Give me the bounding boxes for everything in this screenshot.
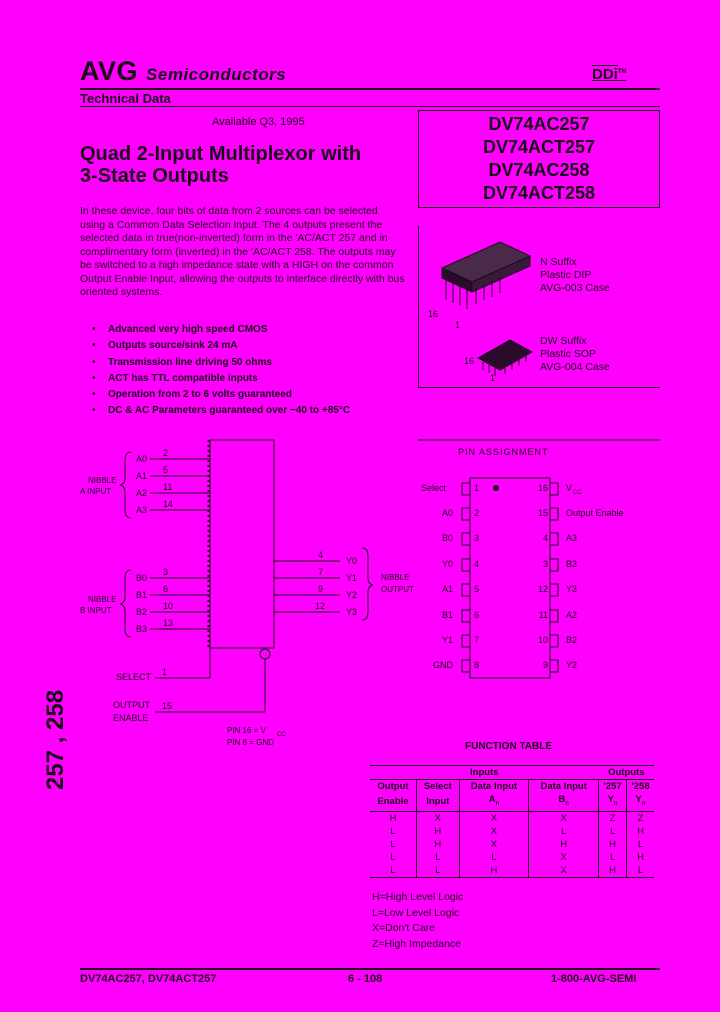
dip-pin-label: 1 xyxy=(455,320,461,330)
part-number: DV74ACT257 xyxy=(482,137,596,157)
footer-phone: 1-800-AVG-SEMI xyxy=(551,973,637,985)
pin-number: 14 xyxy=(163,499,174,509)
table-row: L H X L L H xyxy=(370,825,654,838)
a-input-lines xyxy=(150,459,210,510)
pin-number: 3 xyxy=(542,559,548,569)
input-name: B1 xyxy=(136,590,148,600)
outputs-group-header: Outputs xyxy=(599,766,654,780)
pin-number: 9 xyxy=(318,584,324,594)
input-name: A2 xyxy=(136,488,148,498)
pin-number: 11 xyxy=(163,482,173,492)
input-name: B2 xyxy=(136,607,148,617)
nibble-b-label: B INPUT xyxy=(80,606,112,615)
output-name: Y1 xyxy=(346,573,358,583)
pin-number: 11 xyxy=(538,610,548,620)
pin-right-name: B2 xyxy=(566,635,578,645)
legend-item: H=High Level Logic xyxy=(372,891,464,903)
output-name: Y3 xyxy=(346,607,358,617)
pin-right-name: V xyxy=(566,483,573,493)
pin-assignment-title: PIN ASSIGNMENT xyxy=(458,447,549,457)
part-number: DV74AC258 xyxy=(488,160,590,180)
pin-number: 9 xyxy=(542,660,548,670)
table-row: L L H X H L xyxy=(370,864,654,878)
pin-number: 16 xyxy=(537,483,548,493)
availability-note: Available Q3, 1995 xyxy=(212,116,305,128)
pin-right-name: B3 xyxy=(566,559,578,569)
output-lines xyxy=(274,561,340,612)
pin-number: 2 xyxy=(163,448,169,458)
part-number: DV74AC257 xyxy=(488,114,590,134)
feature-item: • ACT has TTL compatible inputs xyxy=(92,371,350,387)
input-name: A0 xyxy=(136,454,148,464)
pin-left-name: Y0 xyxy=(442,559,454,569)
table-row: L L L X L H xyxy=(370,851,654,864)
table-row: L H X H H L xyxy=(370,838,654,851)
pin-right-name: Y2 xyxy=(566,660,578,670)
power-note-sub: CC xyxy=(277,732,286,738)
input-name: B0 xyxy=(136,573,148,583)
pin-number: 5 xyxy=(474,584,480,594)
dip-pin-label: 16 xyxy=(428,309,439,319)
nibble-b-label: NIBBLE xyxy=(88,595,117,604)
side-part-label: 257 , 258 xyxy=(42,689,69,790)
legend-item: X=Don't Care xyxy=(372,922,435,934)
pin-number: 15 xyxy=(537,508,548,518)
pin-left-name: A0 xyxy=(442,508,454,518)
section-title: Technical Data xyxy=(80,91,171,106)
pin-right-name: A3 xyxy=(566,533,578,543)
inputs-group-header: Inputs xyxy=(370,766,599,780)
description-paragraph: In these device, four bits of data from 2 sources can be selected using a Common Data Selection Input. The 4 outputs present the selected data in true(non-inverted) form in the 'AC/ACT 257 and in complimentary form (inverted) in the 'AC/ACT 258. The outputs may be switched to a high impedance state with a HIGH on the common Output Enable Input, allowing the outputs to interface directly with bus oriented systems. xyxy=(80,205,405,298)
pin-number: 2 xyxy=(474,508,480,518)
output-name: Y2 xyxy=(346,590,358,600)
pin-right-name-sub: CC xyxy=(573,490,582,496)
footer-part-numbers: DV74AC257, DV74ACT257 xyxy=(80,973,217,985)
b-input-lines xyxy=(150,578,210,629)
pin-number: 1 xyxy=(162,667,168,677)
pin-number: 5 xyxy=(163,465,169,475)
logic-diagram xyxy=(80,440,414,747)
table-row: H X X X Z Z xyxy=(370,811,654,825)
pin-left-name: Y1 xyxy=(442,635,454,645)
feature-item: • Outputs source/sink 24 mA xyxy=(92,338,350,354)
select-label: SELECT xyxy=(116,672,152,682)
pin-number: 10 xyxy=(537,635,548,645)
input-name: A3 xyxy=(136,505,148,515)
brand-name: AVG xyxy=(80,56,139,86)
dip-package-icon xyxy=(442,242,530,309)
logic-legend xyxy=(372,890,463,952)
package-sop-label: DW Suffix Plastic SOP AVG-004 Case xyxy=(540,335,610,373)
legend-item: Z=High Impedance xyxy=(372,937,462,950)
footer-rule xyxy=(80,968,660,970)
feature-item: • Transmission line driving 50 ohms xyxy=(92,355,350,371)
feature-item: • DC & AC Parameters guaranteed over −40 to +85°C xyxy=(92,403,350,419)
pin-number: 3 xyxy=(474,533,480,543)
sop-pin-label: 1 xyxy=(490,373,496,383)
nibble-output-label: OUTPUT xyxy=(381,585,414,594)
pin-number: 4 xyxy=(542,533,548,543)
pin-right-name: Output Enable xyxy=(566,508,624,518)
output-enable-label: OUTPUT xyxy=(113,700,150,710)
pin-number: 12 xyxy=(315,601,326,611)
nibble-a-label: A INPUT xyxy=(80,487,112,496)
feature-item: • Operation from 2 to 6 volts guaranteed xyxy=(92,387,350,403)
pin-number: 4 xyxy=(318,550,324,560)
legend-item: L=Low Level Logic xyxy=(372,906,460,919)
document-title: Quad 2-Input Multiplexor with 3-State Outputs xyxy=(80,143,362,187)
pin-left-name: B1 xyxy=(442,610,454,620)
ddi-logo: DDi™ xyxy=(592,66,627,83)
pin-number: 6 xyxy=(163,584,169,594)
nibble-output-label: NIBBLE xyxy=(381,573,410,582)
pin-left-name: GND xyxy=(433,660,453,670)
part-number: DV74ACT258 xyxy=(482,183,596,203)
sop-package-icon xyxy=(478,340,532,376)
pin-number: 8 xyxy=(474,660,480,670)
pin-right-name: A2 xyxy=(566,610,578,620)
output-name: Y0 xyxy=(346,556,358,566)
pin-number: 10 xyxy=(163,601,174,611)
function-table-title: FUNCTION TABLE xyxy=(465,741,553,752)
pin-number: 6 xyxy=(474,610,480,620)
function-table: Inputs Outputs Output Select Data Input Data Input '257 '258 Enable Input $A_n$ $B_n$ $Y_n$ $Y_n$ H X X X Z Z L H X L L H L H X H H L L L L X L H L L H X H L xyxy=(370,765,654,878)
pin-left-name: Select xyxy=(421,483,447,493)
pin-number: 7 xyxy=(318,567,324,577)
package-dip-label: N Suffix Plastic DIP AVG-003 Case xyxy=(540,256,610,294)
feature-item: • Advanced very high speed CMOS xyxy=(92,322,350,338)
pin-number: 7 xyxy=(474,635,480,645)
output-enable-label: ENABLE xyxy=(113,713,149,723)
pin-number: 12 xyxy=(537,584,548,594)
pin-assignment xyxy=(418,440,660,678)
input-name: A1 xyxy=(136,471,148,481)
pin-left-name: A1 xyxy=(442,584,454,594)
pin-left-name: B0 xyxy=(442,533,454,543)
pin-number: 15 xyxy=(162,701,173,711)
footer-page-number: 6 - 108 xyxy=(348,973,383,985)
sop-pin-label: 16 xyxy=(464,356,475,366)
trademark-mark: TM xyxy=(617,69,627,75)
pin-right-name: Y3 xyxy=(566,584,578,594)
pin-number: 3 xyxy=(163,567,169,577)
input-name: B3 xyxy=(136,624,148,634)
brand-subtitle: Semiconductors xyxy=(146,65,287,84)
pin-number: 4 xyxy=(474,559,480,569)
nibble-a-label: NIBBLE xyxy=(88,476,117,485)
pin-number: 1 xyxy=(474,483,480,493)
pin-number: 13 xyxy=(163,618,174,628)
power-note: PIN 8 = GND xyxy=(227,738,274,747)
power-note: PIN 16 = V xyxy=(227,726,266,735)
